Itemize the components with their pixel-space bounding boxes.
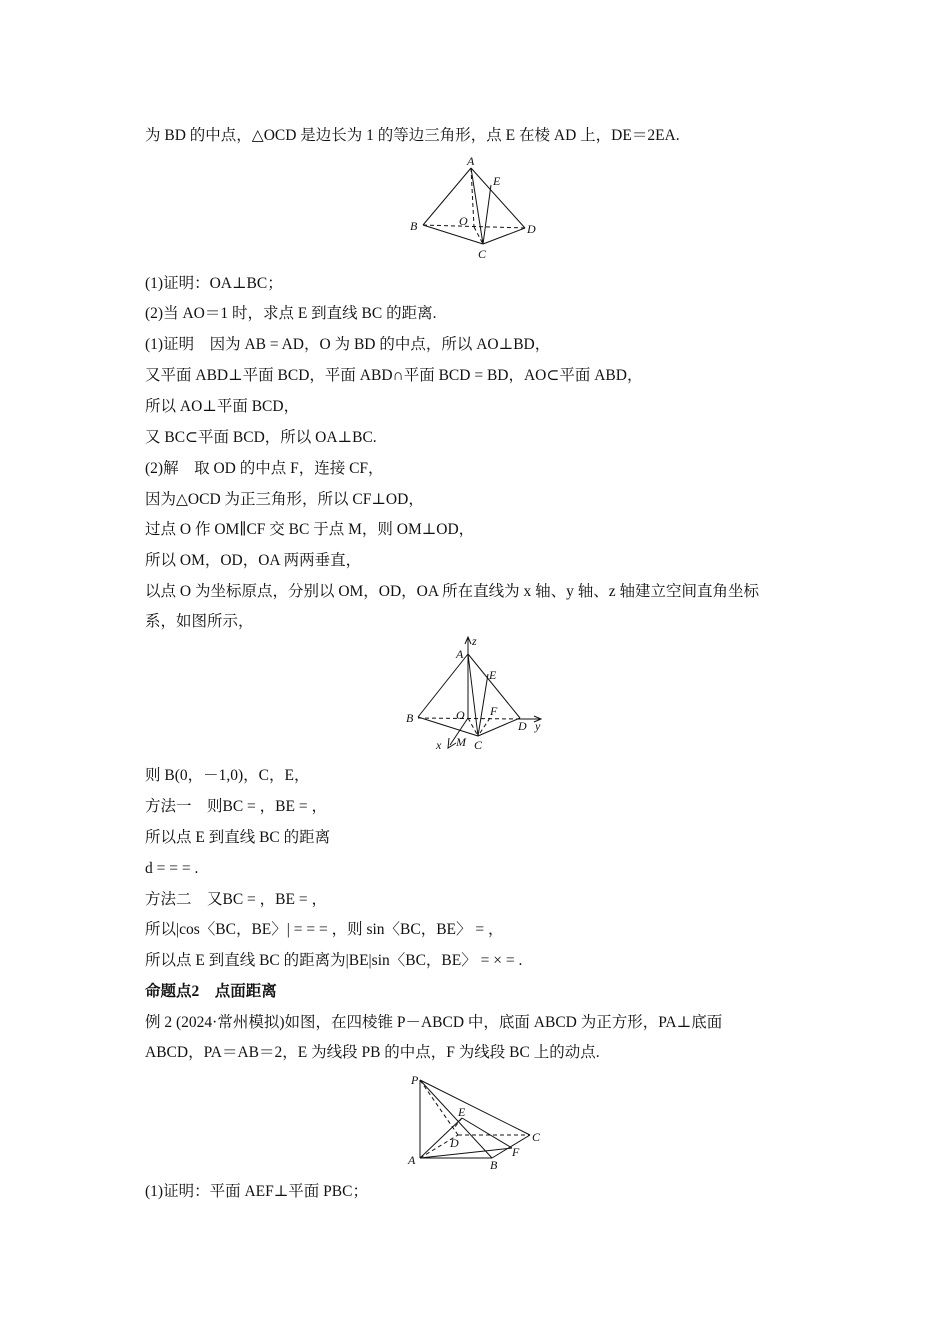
text-line: (1)证明：OA⊥BC； — [145, 275, 283, 292]
text-line: (2)解 取 OD 的中点 F，连接 CF， — [145, 460, 384, 477]
tetrahedron-figure — [405, 152, 545, 264]
text-line: 过点 O 作 OM∥CF 交 BC 于点 M，则 OM⊥OD， — [145, 521, 475, 538]
label-x: x — [436, 738, 442, 752]
label-o: O — [456, 708, 465, 722]
text-line: 又 BC⊂平面 BCD，所以 OA⊥BC. — [145, 429, 377, 446]
text-line: 方法二 又BC = ，BE = ， — [145, 891, 327, 908]
coordinate-figure — [400, 632, 550, 754]
text-line: d = = = . — [145, 860, 199, 877]
label-c: C — [478, 247, 487, 261]
label-a: A — [408, 1153, 416, 1167]
label-p: P — [411, 1073, 419, 1087]
text-line: 系，如图所示， — [145, 613, 254, 630]
label-d: D — [450, 1136, 459, 1150]
label-e: E — [489, 668, 497, 682]
label-d: D — [518, 719, 527, 733]
text-line: 例 2 (2024·常州模拟)如图，在四棱锥 P－ABCD 中，底面 ABCD 为正方形，PA⊥底面 — [145, 1014, 723, 1031]
pyramid-figure — [400, 1068, 550, 1176]
label-a: A — [456, 647, 464, 661]
label-b: B — [490, 1158, 498, 1172]
text-line: ABCD，PA＝AB＝2，E 为线段 PB 的中点，F 为线段 BC 上的动点. — [145, 1044, 600, 1061]
text-line: (1)证明 因为 AB = AD，O 为 BD 的中点，所以 AO⊥BD， — [145, 336, 551, 353]
label-e: E — [458, 1105, 466, 1119]
label-b: B — [406, 711, 414, 725]
label-o: O — [459, 214, 468, 228]
label-c: C — [474, 738, 483, 752]
label-e: E — [493, 174, 501, 188]
text-line: 所以|cos〈BC，BE〉| = = = ，则 sin〈BC，BE〉 = ， — [145, 921, 504, 938]
text-line: 又平面 ABD⊥平面 BCD，平面 ABD∩平面 BCD = BD，AO⊂平面 ABD， — [145, 367, 643, 384]
label-z: z — [472, 634, 477, 648]
text-line: 因为△OCD 为正三角形，所以 CF⊥OD， — [145, 491, 424, 508]
label-c: C — [532, 1130, 541, 1144]
label-f: F — [490, 704, 498, 718]
text-line: (1)证明：平面 AEF⊥平面 PBC； — [145, 1183, 368, 1200]
section-heading: 命题点2 点面距离 — [145, 983, 277, 1000]
text-line: 所以点 E 到直线 BC 的距离为|BE|sin〈BC，BE〉 = × = . — [145, 952, 523, 969]
text-line: 所以 AO⊥平面 BCD， — [145, 398, 300, 415]
text-line: (2)当 AO＝1 时，求点 E 到直线 BC 的距离. — [145, 305, 437, 322]
text-line: 方法一 则BC = ，BE = ， — [145, 798, 327, 815]
text-line: 所以 OM，OD，OA 两两垂直， — [145, 552, 362, 569]
label-m: M — [456, 735, 466, 749]
text-line: 以点 O 为坐标原点，分别以 OM，OD，OA 所在直线为 x 轴、y 轴、z 轴建立空间直角坐标 — [145, 583, 759, 600]
label-d: D — [527, 222, 536, 236]
label-f: F — [512, 1145, 520, 1159]
label-b: B — [410, 219, 418, 233]
text-line: 则 B(0，－1,0)，C，E， — [145, 767, 310, 784]
text-line: 为 BD 的中点，△OCD 是边长为 1 的等边三角形，点 E 在棱 AD 上，DE＝2EA. — [145, 127, 680, 144]
label-a: A — [467, 154, 475, 168]
text-line: 所以点 E 到直线 BC 的距离 — [145, 829, 331, 846]
label-y: y — [535, 719, 541, 733]
